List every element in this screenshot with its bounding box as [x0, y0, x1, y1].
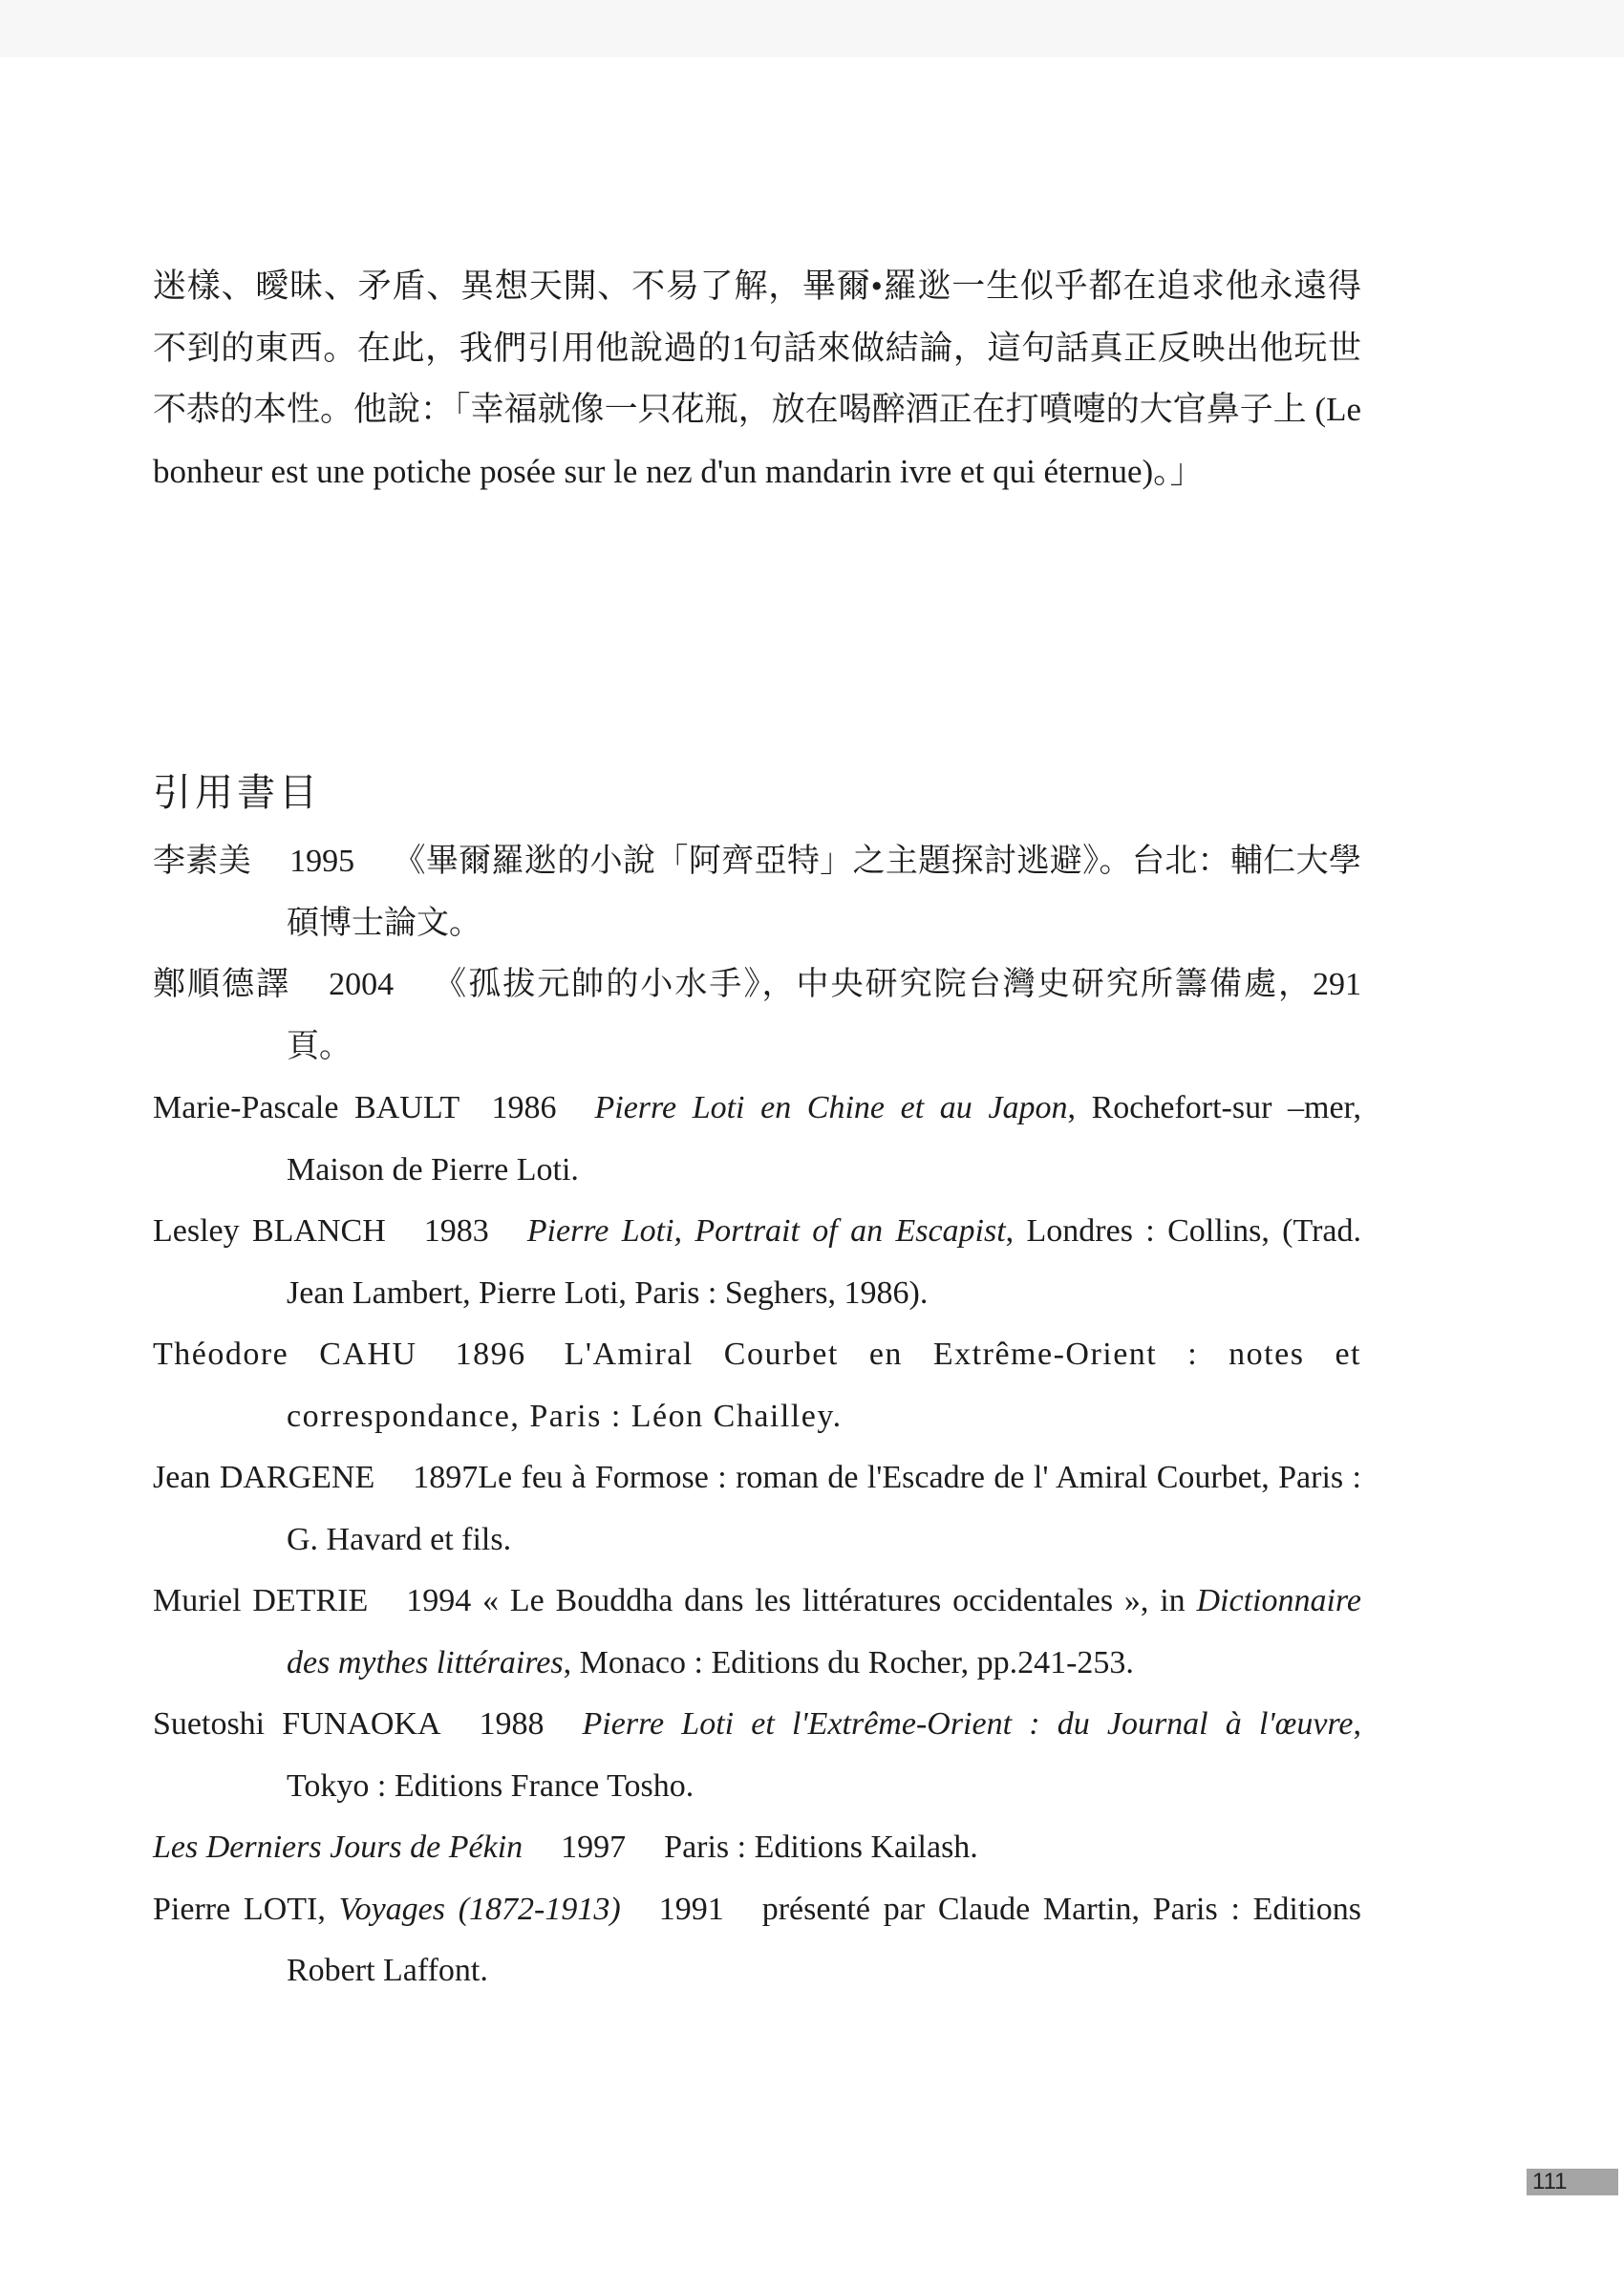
reference-year: 1983 — [423, 1213, 489, 1249]
reference-details-lead: « Le Bouddha dans les littératures occidentales », in — [482, 1583, 1197, 1618]
reference-title: Les Derniers Jours de Pékin — [153, 1830, 524, 1865]
reference-entry — [153, 1078, 1361, 1201]
page-number: 111 — [1527, 2169, 1618, 2195]
reference-title: 《孤拔元帥的小水手》 — [432, 967, 762, 1002]
reference-entry — [153, 1324, 1361, 1447]
reference-entry — [153, 1571, 1361, 1694]
reference-author: 李素美 — [153, 844, 252, 879]
reference-title: Pierre Loti et l'Extrême-Orient : du Journal à l'œuvre — [582, 1706, 1354, 1742]
reference-author: Muriel DETRIE — [153, 1583, 369, 1618]
reference-title: Pierre Loti, Portrait of an Escapist — [526, 1213, 1006, 1249]
reference-details: , Rochefort-sur –mer, Maison de Pierre Loti. — [287, 1090, 1362, 1188]
reference-year: 1994 — [406, 1583, 472, 1618]
reference-year: 1991 — [658, 1891, 724, 1927]
reference-author: Pierre LOTI, — [153, 1891, 339, 1927]
reference-year: 2004 — [329, 967, 395, 1002]
reference-entry — [153, 1201, 1361, 1324]
top-scan-band — [0, 0, 1624, 57]
reference-title: Dictionnaire des mythes littéraires — [287, 1583, 1361, 1680]
reference-entry — [153, 1447, 1361, 1571]
reference-year: 1896 — [455, 1337, 526, 1372]
reference-details: Le feu à Formose : roman de l'Escadre de l' Amiral Courbet, Paris : G. Havard et fils. — [287, 1460, 1361, 1557]
bibliography-heading: 引用書目 — [153, 771, 321, 815]
reference-details: 。台北：輔仁大學碩博士論文。 — [287, 844, 1362, 941]
reference-title: Pierre Loti en Chine et au Japon — [594, 1090, 1068, 1125]
reference-entry — [153, 954, 1361, 1078]
reference-entry — [153, 1694, 1361, 1817]
reference-details: présenté par Claude Martin, Paris : Editions Robert Laffont. — [287, 1891, 1361, 1988]
reference-year: 1997 — [561, 1830, 627, 1865]
reference-title: 《畢爾羅逖的小說「阿齊亞特」之主題探討逃避》 — [393, 844, 1100, 879]
reference-details: ，中央研究院台灣史研究所籌備處，291頁。 — [287, 967, 1362, 1064]
reference-year: 1988 — [479, 1706, 545, 1742]
reference-details: Paris : Editions Kailash. — [664, 1830, 978, 1865]
reference-title: Voyages (1872-1913) — [338, 1891, 621, 1927]
bibliography-list — [153, 831, 1361, 2002]
reference-author: Lesley BLANCH — [153, 1213, 386, 1249]
reference-year: 1995 — [289, 844, 355, 879]
reference-details: , Londres : Collins, (Trad. Jean Lambert, Pierre Loti, Paris : Seghers, 1986). — [287, 1213, 1361, 1311]
reference-year: 1897 — [413, 1460, 479, 1495]
reference-author: Jean DARGENE — [153, 1460, 375, 1495]
reference-author: Suetoshi FUNAOKA — [153, 1706, 441, 1742]
closing-paragraph: 迷樣、曖昧、矛盾、異想天開、不易了解，畢爾•羅逖一生似乎都在追求他永遠得不到的東西。在此，我們引用他說過的1句話來做結論，這句話真正反映出他玩世不恭的本性。他說：「幸福就像一只花瓶，放在喝醉酒正在打噴嚏的大官鼻子上 (Le bonheur est une potiche posée sur le nez d'un mandarin ivre et qui éternue)。」 — [153, 268, 1361, 490]
reference-entry — [153, 1879, 1361, 2002]
reference-author: Marie-Pascale BAULT — [153, 1090, 460, 1125]
reference-year: 1986 — [491, 1090, 557, 1125]
reference-details: , Monaco : Editions du Rocher, pp.241-253. — [563, 1644, 1134, 1680]
reference-author: Théodore CAHU — [153, 1337, 417, 1372]
reference-details: L'Amiral Courbet en Extrême-Orient : notes et correspondance, Paris : Léon Chailley. — [287, 1337, 1361, 1434]
reference-entry — [153, 1817, 1361, 1879]
reference-author: 鄭順德譯 — [153, 967, 291, 1002]
reference-details: , Tokyo : Editions France Tosho. — [287, 1706, 1362, 1804]
reference-entry — [153, 831, 1361, 954]
